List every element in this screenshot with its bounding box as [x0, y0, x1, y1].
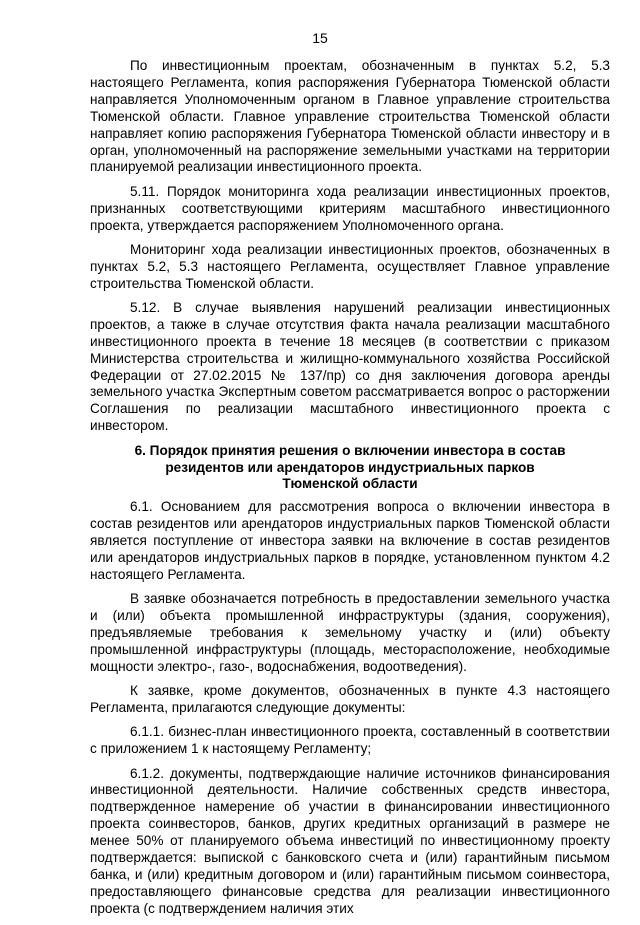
section-heading-line: Тюменской области	[282, 476, 418, 492]
document-body	[90, 58, 610, 925]
paragraph: 5.12. В случае выявления нарушений реализации инвестиционных проектов, а также в случае отсутствия факта начала реализации масштабного инвестиционного проекта в течение 18 месяцев (в соответствии с приказом Министерства строительства и жилищно-коммунального хозяйства Российской Федерации от 27.02.2015 № 137/пр) со дня заключения договора аренды земельного участка Экспертным советом рассматривается вопрос о расторжении Соглашения по реализации масштабного инвестиционного проекта с инвестором.	[90, 299, 610, 434]
paragraph: К заявке, кроме документов, обозначенных в пункте 4.3 настоящего Регламента, прилагаются следующие документы:	[90, 683, 610, 716]
section-heading-line: 6. Порядок принятия решения о включении инвестора в состав	[134, 442, 566, 458]
section-heading	[90, 443, 610, 494]
paragraph: По инвестиционным проектам, обозначенным в пунктах 5.2, 5.3 настоящего Регламента, копия распоряжения Губернатора Тюменской области направляется Уполномоченным органом в Главное управление строительства Тюменской области. Главное управление строительства Тюменской области направляет копию распоряжения Губернатора Тюменской области инвестору и в орган, уполномоченный на распоряжение земельными участками на территории планируемой реализации инвестиционного проекта.	[90, 58, 610, 175]
paragraph: 6.1.2. документы, подтверждающие наличие источников финансирования инвестиционной деятельности. Наличие собственных средств инвестора, подтвержденное намерение об участии в финансировании инвестиционного проекта соинвесторов, банков, других кредитных организаций в размере не менее 50% от планируемого объема инвестиций по инвестиционному проекту подтверждается: выпиской с банковского счета и (или) гарантийным письмом банка, и (или) кредитным договором и (или) гарантийным письмом соинвестора, предоставляющего финансовые средства для реализации инвестиционного проекта (с подтверждением наличия этих	[90, 765, 610, 916]
paragraph: 6.1.1. бизнес-план инвестиционного проекта, составленный в соответствии с приложением 1 к настоящему Регламенту;	[90, 724, 610, 757]
page-number: 15	[312, 30, 328, 46]
paragraph: 6.1. Основанием для рассмотрения вопроса о включении инвестора в состав резидентов или арендаторов индустриальных парков Тюменской области является поступление от инвестора заявки на включение в состав резидентов или арендаторов индустриальных парков в порядке, установленном пунктом 4.2 настоящего Регламента.	[90, 499, 610, 582]
paragraph: 5.11. Порядок мониторинга хода реализации инвестиционных проектов, признанных соответствующими критериям масштабного инвестиционного проекта, утверждается распоряжением Уполномоченного органа.	[90, 183, 610, 233]
paragraph: В заявке обозначается потребность в предоставлении земельного участка и (или) объекта промышленной инфраструктуры (здания, сооружения), предъявляемые требования к земельному участку и (или) объекту промышленной инфраструктуры (площадь, месторасположение, необходимые мощности электро-, газо-, водоснабжения, водоотведения).	[90, 591, 610, 674]
section-heading-line: резидентов или арендаторов индустриальных парков	[165, 459, 535, 475]
paragraph: Мониторинг хода реализации инвестиционных проектов, обозначенных в пунктах 5.2, 5.3 настоящего Регламента, осуществляет Главное управление строительства Тюменской области.	[90, 241, 610, 291]
